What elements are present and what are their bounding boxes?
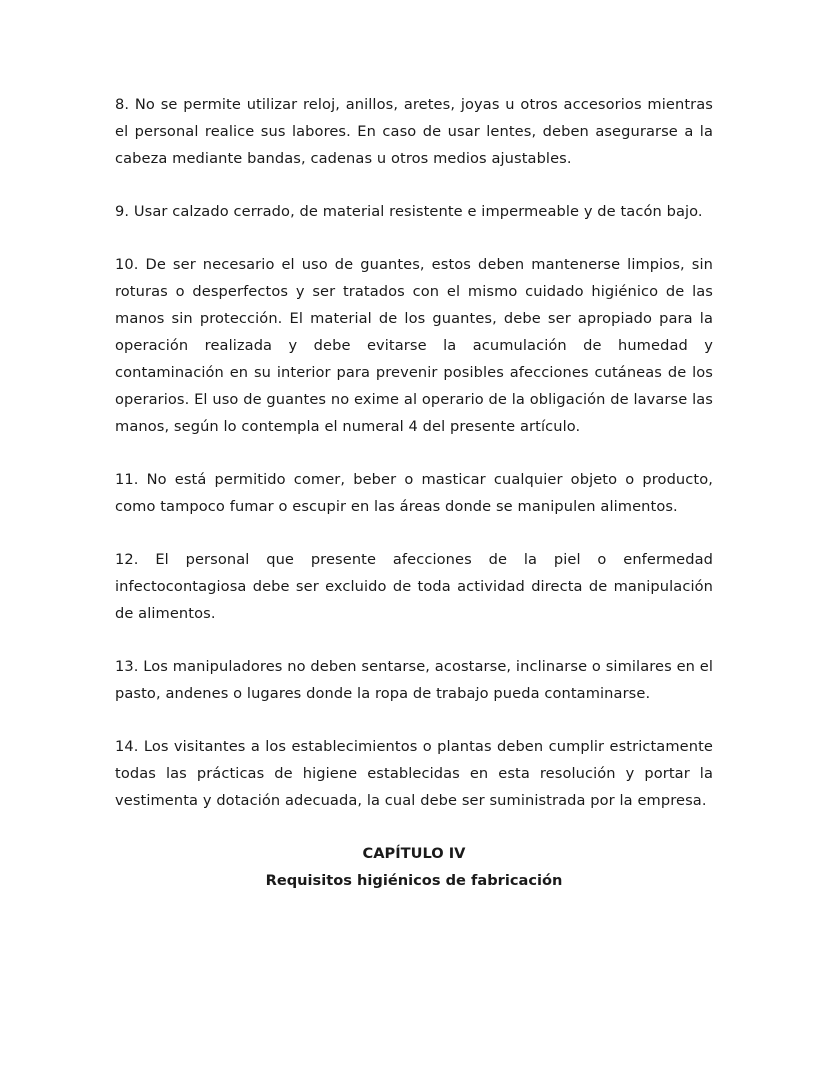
chapter-heading [115, 840, 713, 894]
paragraph-item-14: 14. Los visitantes a los establecimientos o plantas deben cumplir estrictamente todas las prácticas de higiene establecidas en esta resolución y portar la vestimenta y dotación adecuada, la cual debe ser suministrada por la empresa. [115, 738, 713, 809]
document-page [115, 91, 713, 894]
chapter-subtitle: Requisitos higiénicos de fabricación [265, 872, 563, 889]
paragraph-item-10: 10. De ser necesario el uso de guantes, estos deben mantenerse limpios, sin roturas o desperfectos y ser tratados con el mismo cuidado higiénico de las manos sin protección. El material de los guantes, debe ser apropiado para la operación realizada y debe evitarse la acumulación de humedad y contaminación en su interior para prevenir posibles afecciones cutáneas de los operarios. El uso de guantes no exime al operario de la obligación de lavarse las manos, según lo contempla el numeral 4 del presente artículo. [115, 256, 713, 435]
chapter-title: CAPÍTULO IV [362, 845, 466, 862]
paragraph-item-13: 13. Los manipuladores no deben sentarse, acostarse, inclinarse o similares en el pasto, andenes o lugares donde la ropa de trabajo pueda contaminarse. [115, 658, 713, 702]
paragraph-item-8: 8. No se permite utilizar reloj, anillos, aretes, joyas u otros accesorios mientras el personal realice sus labores. En caso de usar lentes, deben asegurarse a la cabeza mediante bandas, cadenas u otros medios ajustables. [115, 96, 713, 167]
paragraph-item-9: 9. Usar calzado cerrado, de material resistente e impermeable y de tacón bajo. [115, 203, 703, 220]
paragraph-item-12: 12. El personal que presente afecciones de la piel o enfermedad infectocontagiosa debe ser excluido de toda actividad directa de manipulación de alimentos. [115, 551, 713, 622]
paragraph-item-11: 11. No está permitido comer, beber o masticar cualquier objeto o producto, como tampoco fumar o escupir en las áreas donde se manipulen alimentos. [115, 471, 713, 515]
